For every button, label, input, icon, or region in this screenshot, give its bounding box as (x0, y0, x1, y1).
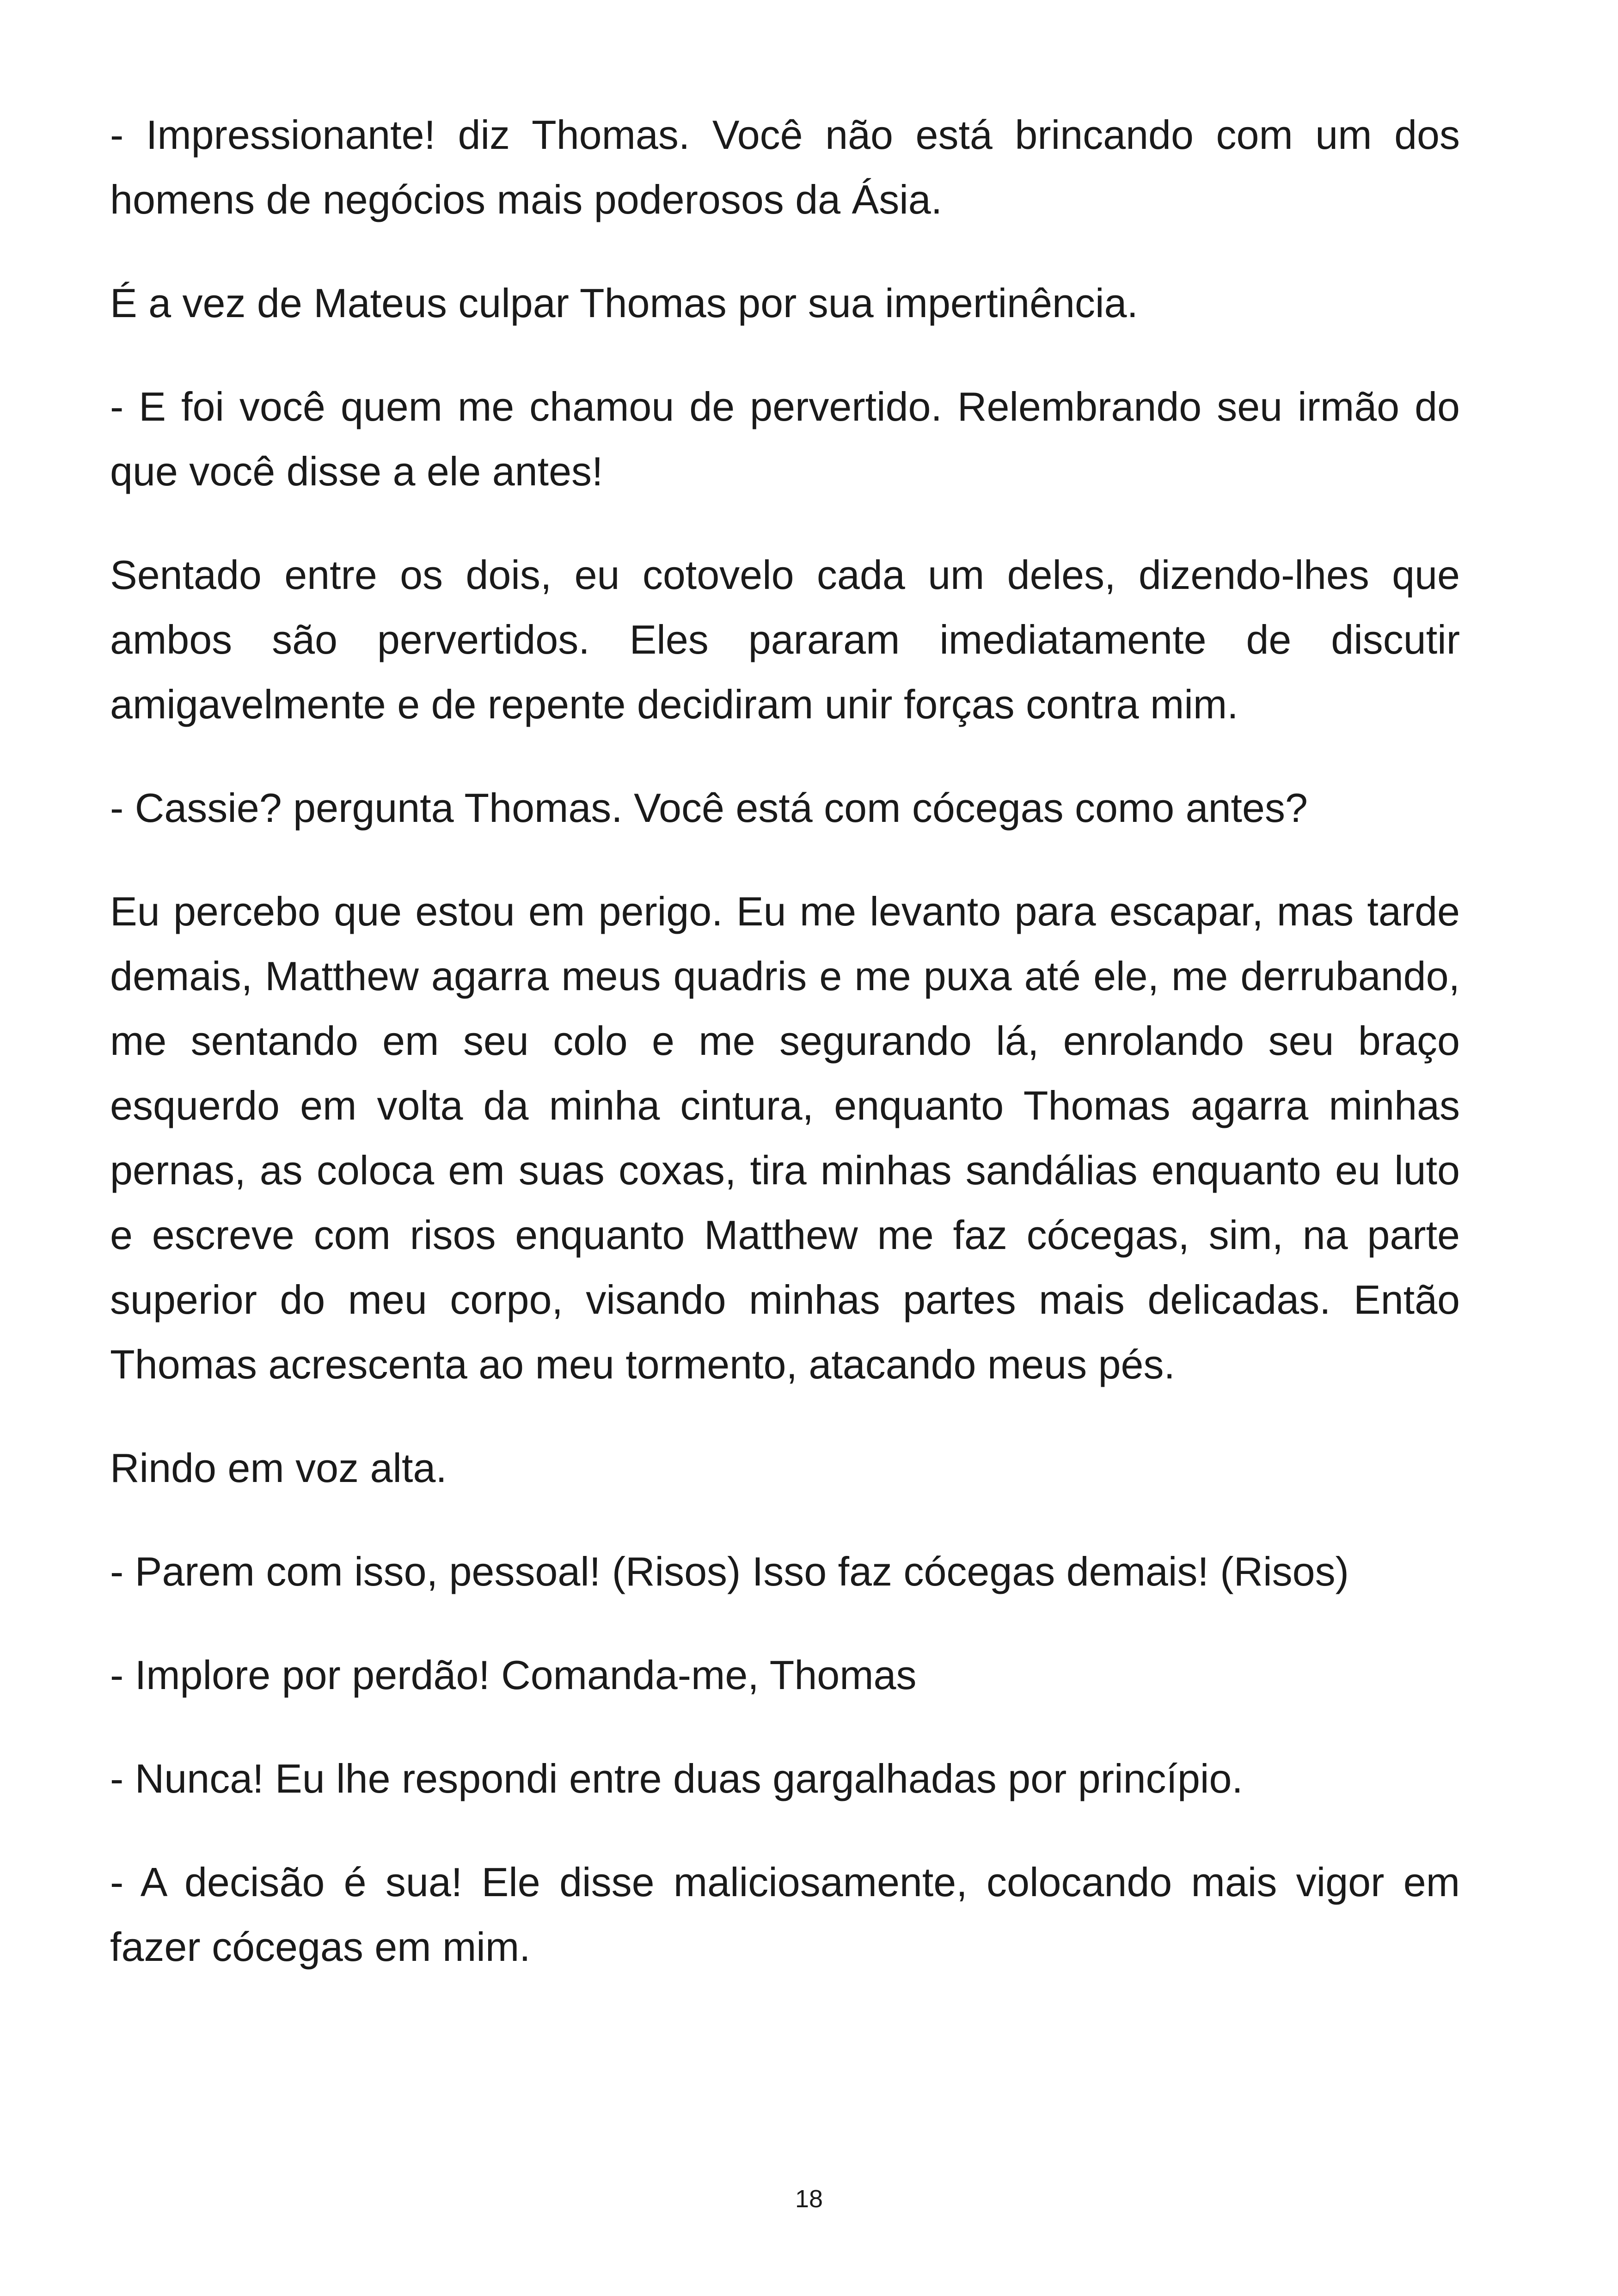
paragraph-9: - Implore por perdão! Comanda-me, Thomas (110, 1652, 917, 1698)
paragraph-10: - Nunca! Eu lhe respondi entre duas gargalhadas por princípio. (110, 1756, 1243, 1801)
paragraph-8: - Parem com isso, pessoal! (Risos) Isso faz cócegas demais! (Risos) (110, 1549, 1349, 1594)
page-number: 18 (795, 2185, 823, 2213)
paragraph-4: Sentado entre os dois, eu cotovelo cada um deles, dizendo-lhes que ambos são pervertidos. Eles pararam imediatamente de discutir amigavelmente e de repente decidiram unir forças contra mim. (110, 552, 1460, 727)
body-text (110, 103, 1460, 2018)
paragraph-5: - Cassie? pergunta Thomas. Você está com cócegas como antes? (110, 785, 1308, 831)
paragraph-11: - A decisão é sua! Ele disse maliciosamente, colocando mais vigor em fazer cócegas em mim. (110, 1859, 1460, 1970)
paragraph-6: Eu percebo que estou em perigo. Eu me levanto para escapar, mas tarde demais, Matthew agarra meus quadris e me puxa até ele, me derrubando, me sentando em seu colo e me segurando lá, enrolando seu braço esquerdo em volta da minha cintura, enquanto Thomas agarra minhas pernas, as coloca em suas coxas, tira minhas sandálias enquanto eu luto e escreve com risos enquanto Matthew me faz cócegas, sim, na parte superior do meu corpo, visando minhas partes mais delicadas. Então Thomas acrescenta ao meu tormento, atacando meus pés. (110, 888, 1460, 1387)
paragraph-2: É a vez de Mateus culpar Thomas por sua impertinência. (110, 280, 1138, 326)
paragraph-7: Rindo em voz alta. (110, 1445, 447, 1491)
paragraph-1: - Impressionante! diz Thomas. Você não está brincando com um dos homens de negócios mais poderosos da Ásia. (110, 112, 1460, 222)
paragraph-3: - E foi você quem me chamou de pervertido. Relembrando seu irmão do que você disse a ele antes! (110, 384, 1460, 494)
